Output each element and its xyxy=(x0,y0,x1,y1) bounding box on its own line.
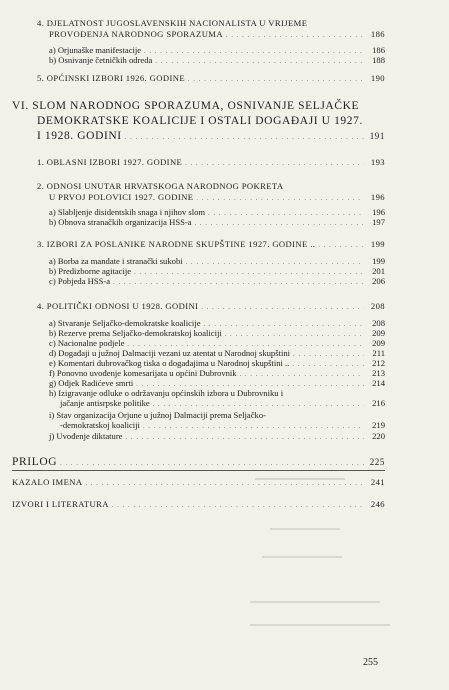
toc-entry-vi-3: 3. IZBORI ZA POSLANIKE NARODNE SKUPŠTINE 1927. GODINE .. . . . 199 xyxy=(37,239,385,251)
show-through-mark xyxy=(262,556,342,558)
toc-entry-vi-2b: b) Obnova stranačkih organizacija HSS-a . . . 197 xyxy=(49,217,385,229)
toc-entry-s4b: b) Osnivanje četničkih odreda . . . 188 xyxy=(49,55,385,67)
toc-entry-vi-4j: j) Uvođenje diktature . . . 220 xyxy=(49,431,385,443)
toc-entry-vi-2a: a) Slabljenje disidentskih snaga i njihov slom . . . 196 xyxy=(49,207,385,219)
toc-entry-vi-4d: d) Događaji u južnoj Dalmaciji vezani uz atentat u Narodnoj skupštini . . . 211 xyxy=(49,348,385,360)
toc-entry-vi-4: 4. POLITIČKI ODNOSI U 1928. GODINI . . . 208 xyxy=(37,301,385,313)
show-through-mark xyxy=(255,478,345,480)
toc-entry-izvori: IZVORI I LITERATURA . . . 246 xyxy=(12,499,385,511)
show-through-mark xyxy=(250,624,390,626)
toc-entry-kazalo: KAZALO IMENA . . . 241 xyxy=(12,477,385,489)
toc-entry-vi-4b: b) Rezerve prema Seljačko-demokratskoj koaliciji . . . 209 xyxy=(49,328,385,340)
toc-entry-vi-2-line1: 2. ODNOSI UNUTAR HRVATSKOGA NARODNOG POKRETA xyxy=(37,181,284,191)
toc-entry-vi-4e: e) Komentari dubrovačkog tiska o događajima u Narodnoj skupštini .. . . . 212 xyxy=(49,358,385,370)
toc-entry-vi-4c: c) Nacionalne podjele . . . 209 xyxy=(49,338,385,350)
toc-entry-prilog: PRILOG . . . 225 xyxy=(12,455,385,471)
chapter-vi-title-line1: VI. SLOM NARODNOG SPORAZUMA, OSNIVANJE SELJAČKE xyxy=(12,100,360,112)
toc-entry-s4a: a) Orjunaške manifestacije . . . 186 xyxy=(49,45,385,57)
page-number: 255 xyxy=(363,657,378,668)
toc-entry-vi-4h-line2: jačanje antisrpske politike . . . 216 xyxy=(60,398,385,410)
toc-entry-vi-4i-line1: i) Stav organizacija Orjune u južnoj Dalmaciji prema Seljačko- xyxy=(49,410,266,420)
toc-entry-vi-4g: g) Odjek Radićeve smrti . . . 214 xyxy=(49,378,385,390)
chapter-vi-title-line2: DEMOKRATSKE KOALICIJE I OSTALI DOGAĐAJI U 1927. xyxy=(37,115,363,127)
toc-entry-vi-2-line2: U PRVOJ POLOVICI 1927. GODINE . . . 196 xyxy=(49,192,385,204)
toc-entry-vi-4f: f) Ponovno uvođenje komesarijata u općini Dubrovnik . . . 213 xyxy=(49,368,385,380)
section-4-title-line2: PROVOĐENJA NARODNOG SPORAZUMA . . . 186 xyxy=(49,29,385,41)
toc-entry-vi-4a: a) Stvaranje Seljačko-demokratske koalicije . . . 208 xyxy=(49,318,385,330)
show-through-mark xyxy=(270,528,340,530)
toc-entry-vi-4i-line2: -demokratskoj koaliciji . . . 219 xyxy=(60,420,385,432)
toc-entry-vi-3b: b) Predizborne agitacije . . . 201 xyxy=(49,266,385,278)
chapter-vi-title-line3: I 1928. GODINI . . . 191 xyxy=(37,129,385,145)
toc-entry-vi-3c: c) Pobjeda HSS-a . . . 206 xyxy=(49,276,385,288)
show-through-mark xyxy=(250,601,380,603)
toc-entry-vi-3a: a) Borba za mandate i stranački sukobi . . . 199 xyxy=(49,256,385,268)
divider-rule xyxy=(12,470,385,471)
section-4-title-line1: 4. DJELATNOST JUGOSLAVENSKIH NACIONALISTA U VRIJEME xyxy=(37,18,308,28)
toc-entry-s5: 5. OPĆINSKI IZBORI 1926. GODINE . . . 190 xyxy=(37,73,385,85)
toc-entry-vi-1: 1. OBLASNI IZBORI 1927. GODINE . . . 193 xyxy=(37,157,385,169)
toc-entry-vi-4h-line1: h) Izigravanje odluke o održavanju općinskih izbora u Dubrovniku i xyxy=(49,388,284,398)
